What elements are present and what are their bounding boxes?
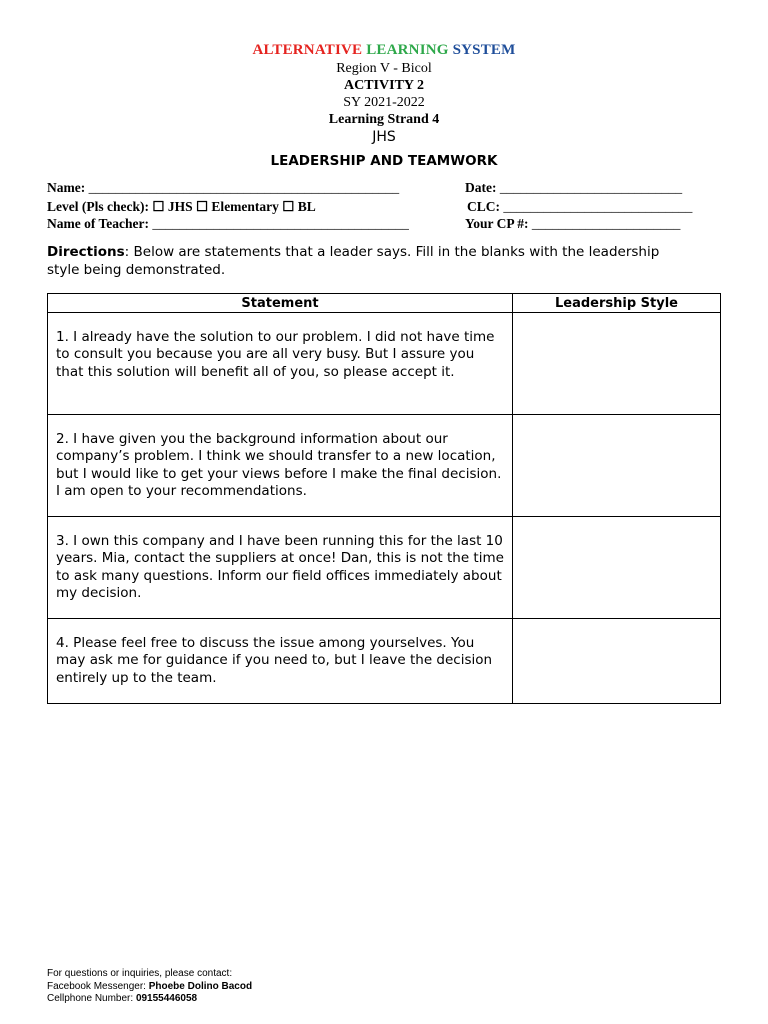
leadership-style-header: Leadership Style — [513, 294, 721, 313]
level-label: Level (Pls check): — [47, 199, 149, 214]
phone-number: 09155446058 — [135, 993, 198, 1004]
cp-label: Your CP #: — [465, 216, 529, 231]
level-clc-row — [47, 199, 717, 215]
cp-field[interactable]: ______________________ — [531, 216, 681, 231]
level-options[interactable]: ☐ JHS ☐ Elementary ☐ BL — [152, 199, 316, 214]
teacher-cp-row — [47, 216, 717, 232]
messenger-name: Phoebe Dolino Bacod — [148, 980, 253, 992]
table-row — [48, 313, 721, 415]
footer-phone — [47, 993, 252, 1006]
name-label: Name: — [47, 180, 86, 195]
name-field[interactable]: ______________________________________________ — [88, 180, 400, 195]
statement-cell: 4. Please feel free to discuss the issue among yourselves. You may ask me for guidance if you need to, but I leave the decision entirely up to the team. — [48, 619, 513, 704]
footer-intro: For questions or inquiries, please contact: — [47, 968, 233, 979]
school-year: SY 2021-2022 — [343, 95, 425, 110]
leadership-style-cell[interactable] — [513, 517, 721, 619]
leadership-style-cell[interactable] — [513, 415, 721, 517]
program-title-word-3: SYSTEM — [452, 42, 516, 58]
region-text: Region V - Bicol — [336, 61, 432, 76]
statement-header: Statement — [48, 294, 513, 313]
level-text: JHS — [372, 129, 396, 145]
activity-title: ACTIVITY 2 — [344, 78, 424, 93]
messenger-label: Facebook Messenger: — [47, 980, 149, 992]
program-title — [0, 42, 768, 59]
teacher-label: Name of Teacher: — [47, 216, 149, 231]
phone-label: Cellphone Number: — [47, 993, 136, 1004]
date-label: Date: — [465, 180, 497, 195]
statement-cell: 1. I already have the solution to our problem. I did not have time to consult you because you are all very busy. But I assure you that this solution will benefit all of you, so please accept it. — [48, 313, 513, 415]
leadership-style-cell[interactable] — [513, 313, 721, 415]
directions-text: : Below are statements that a leader says. Fill in the blanks with the leadership style being demonstrated. — [47, 244, 660, 278]
table-row — [48, 619, 721, 704]
teacher-field[interactable]: ______________________________________ — [152, 216, 409, 231]
footer-messenger — [47, 981, 252, 994]
table-row — [48, 517, 721, 619]
statement-cell: 3. I own this company and I have been running this for the last 10 years. Mia, contact the suppliers at once! Dan, this is not the time to ask many questions. Inform our field offices immediately about my decision. — [48, 517, 513, 619]
learning-strand: Learning Strand 4 — [328, 112, 440, 127]
table-header-row — [48, 294, 721, 313]
directions-label: Directions — [47, 244, 125, 260]
directions — [47, 243, 687, 279]
clc-field[interactable]: ____________________________ — [503, 199, 693, 214]
contact-footer — [47, 968, 252, 1006]
date-field[interactable]: ___________________________ — [499, 180, 683, 195]
clc-label: CLC: — [467, 199, 500, 214]
table-row — [48, 415, 721, 517]
statement-table — [47, 293, 721, 704]
statement-cell: 2. I have given you the background information about our company’s problem. I think we should transfer to a new location, but I would like to get your views before I make the final decision. I am open to your recommendations. — [48, 415, 513, 517]
name-date-row — [47, 180, 717, 196]
program-title-word-2: LEARNING — [366, 42, 449, 58]
page-title: LEADERSHIP AND TEAMWORK — [270, 153, 498, 169]
leadership-style-cell[interactable] — [513, 619, 721, 704]
program-title-word-1: ALTERNATIVE — [252, 42, 363, 58]
